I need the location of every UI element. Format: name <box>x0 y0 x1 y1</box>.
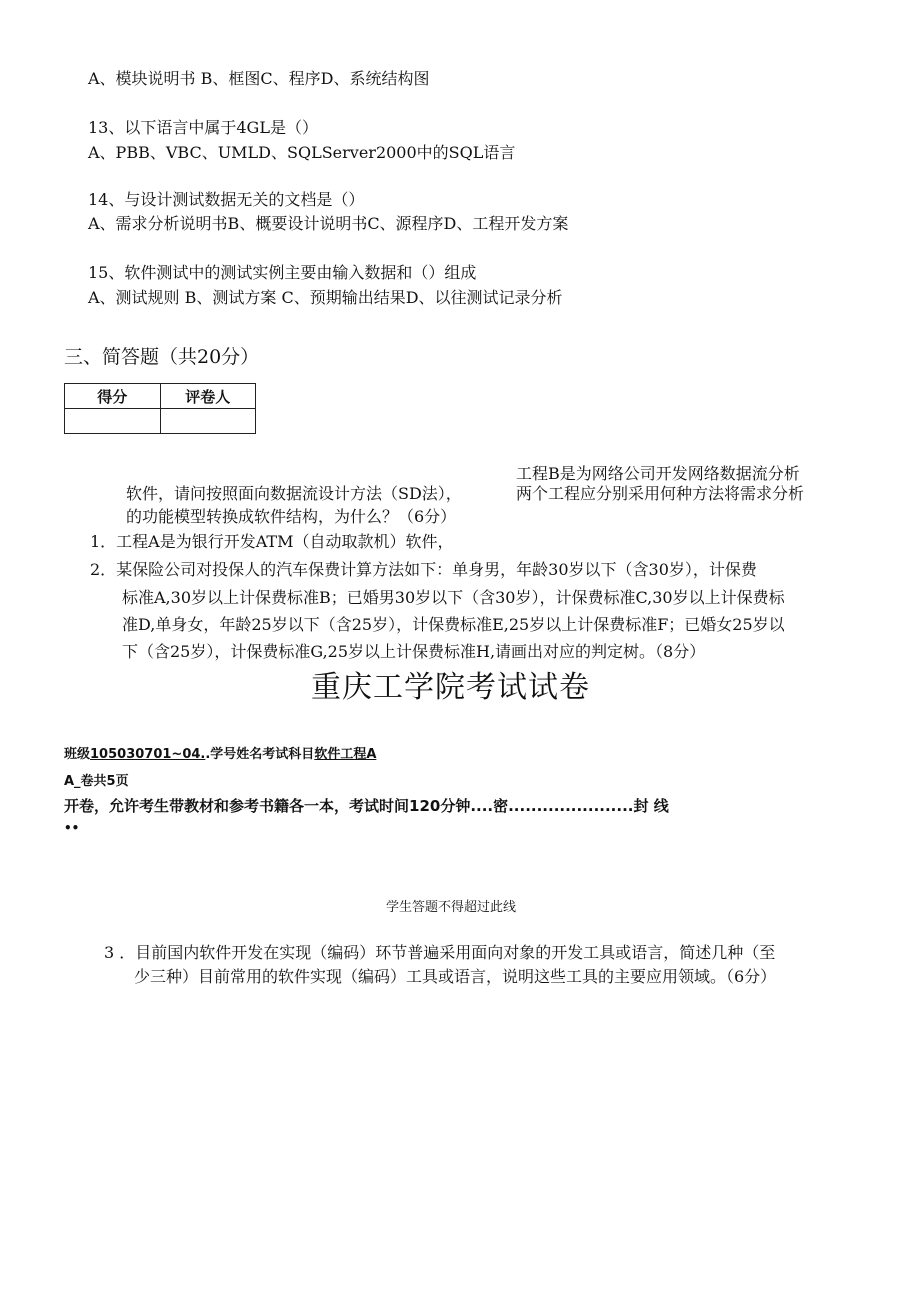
grader-header: 评卷人 <box>160 384 256 409</box>
paper-info: A_卷共5页 <box>64 774 129 789</box>
score-cell[interactable] <box>65 409 161 434</box>
q13-stem: 13、以下语言中属于4GL是（） <box>88 118 318 137</box>
sq2-line3: 准D,单身女，年龄25岁以下（含25岁），计保费标准E,25岁以上计保费标准F；已婚女25岁以 <box>122 615 785 634</box>
sq1-line2-left: 软件，请问按照面向数据流设计方法（SD法）， <box>126 484 462 503</box>
sq3-line1: 3 ．目前国内软件开发在实现（编码）环节普遍采用面向对象的开发工具或语言，简述几种（至 <box>104 943 776 962</box>
q15-options: A、测试规则 B、测试方案 C、预期输出结果D、以往测试记录分析 <box>88 288 563 307</box>
class-label: 班级 <box>64 747 91 762</box>
sq2-line2: 标准A,30岁以上计保费标准B；已婚男30岁以下（含30岁），计保费标准C,30岁以上计保费标 <box>122 588 785 607</box>
sq1-line2-right: 两个工程应分别采用何种方法将需求分析 <box>516 484 805 503</box>
score-table <box>64 383 256 434</box>
sq1-line3: 的功能模型转换成软件结构，为什么？（6分） <box>126 507 457 526</box>
class-value: 105030701~04. <box>90 747 206 762</box>
exam-header-info <box>64 744 376 766</box>
q14-options: A、需求分析说明书B、概要设计说明书C、源程序D、工程开发方案 <box>88 214 569 233</box>
q13-options: A、PBB、VBC、UMLD、SQLServer2000中的SQL语言 <box>88 143 516 162</box>
subject-value: 软件工程A <box>314 747 377 762</box>
sq2-line4: 下（含25岁），计保费标准G,25岁以上计保费标准H,请画出对应的判定树。（8分） <box>122 642 706 661</box>
seal-dots: •• <box>64 821 80 835</box>
sq3-line2: 少三种）目前常用的软件实现（编码）工具或语言，说明这些工具的主要应用领域。（6分） <box>134 967 777 986</box>
q12-options: A、模块说明书 B、框图C、程序D、系统结构图 <box>88 69 430 88</box>
no-cross-line: 学生答题不得超过此线 <box>386 900 517 915</box>
exam-title: 重庆工学院考试试卷 <box>311 670 590 705</box>
score-header: 得分 <box>65 384 161 409</box>
sq1-right-line1: 工程B是为网络公司开发网络数据流分析 <box>516 464 800 483</box>
q14-stem: 14、与设计测试数据无关的文档是（） <box>88 190 365 209</box>
sq1-line4: 1．工程A是为银行开发ATM（自动取款机）软件， <box>90 532 454 551</box>
q15-stem: 15、软件测试中的测试实例主要由输入数据和（）组成 <box>88 263 477 282</box>
section-heading: 三、简答题（共20分） <box>64 346 260 368</box>
sq2-line1: 2．某保险公司对投保人的汽车保费计算方法如下：单身男，年龄30岁以下（含30岁），计保费 <box>90 560 757 579</box>
grader-cell[interactable] <box>160 409 256 434</box>
student-info-labels: .学号姓名考试科目 <box>205 747 315 762</box>
open-book-line: 开卷，允许考生带教材和参考书籍各一本，考试时间120分钟....密......................封 线 <box>64 797 669 815</box>
